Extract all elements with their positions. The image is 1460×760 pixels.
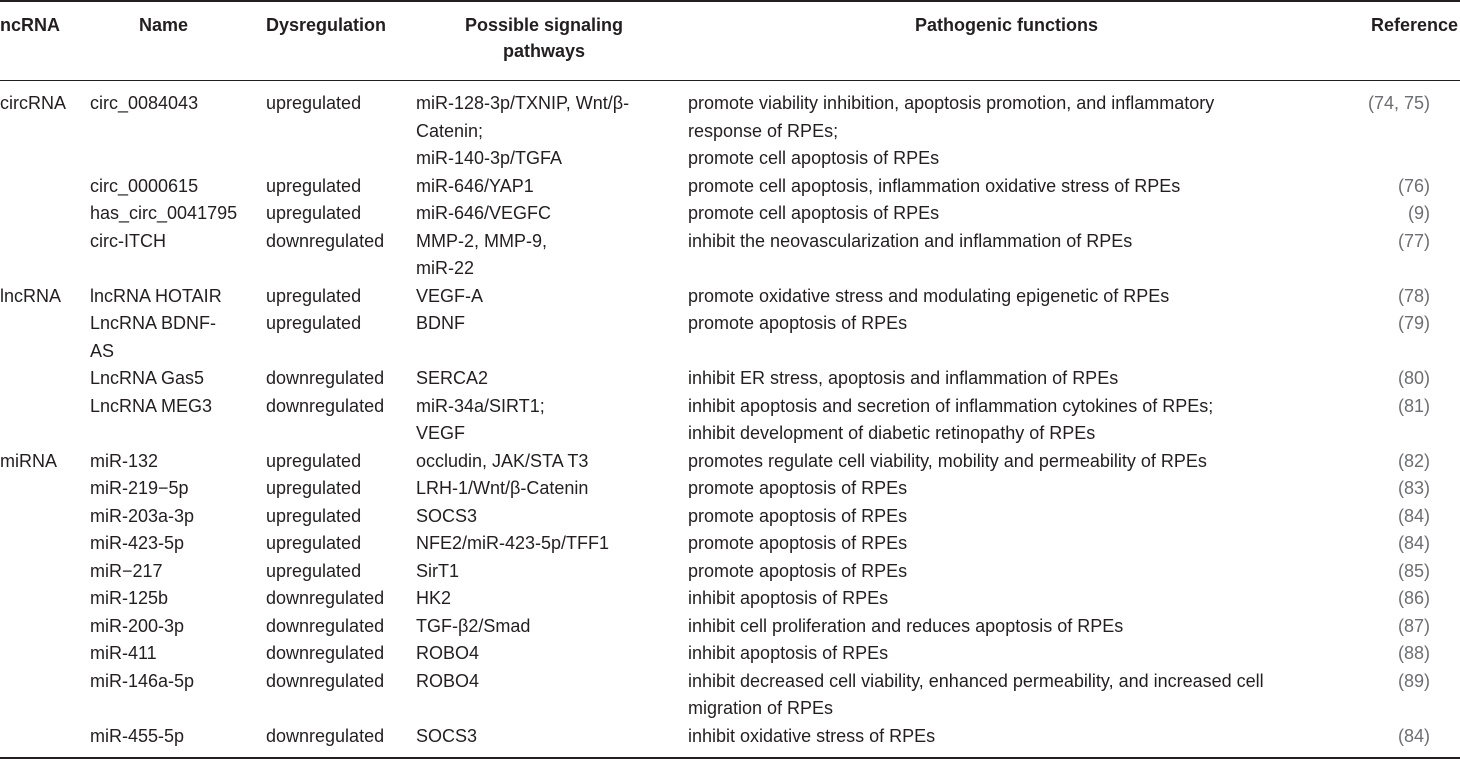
table-top-rule (0, 0, 1460, 2)
cell-functions: promote cell apoptosis of RPEs (688, 203, 940, 223)
header-ncrna: ncRNA (0, 15, 61, 35)
cell-name: miR-423-5p (90, 533, 185, 553)
cell-name: miR-146a-5p (90, 670, 195, 691)
cell-functions: inhibit cell proliferation and reduces apoptosis of RPEs (688, 615, 1124, 636)
cell-dysregulation: upregulated (266, 505, 362, 526)
cell-dysregulation: downregulated (266, 588, 385, 608)
cell-dysregulation: upregulated (266, 450, 362, 471)
cell-functions: inhibit the neovascularization and inflammation of RPEs (688, 230, 1133, 251)
cell-functions: inhibit ER stress, apoptosis and inflammation of RPEs (688, 368, 1119, 388)
cell-pathways: VEGF-A (416, 285, 484, 306)
cell-reference: (86) (1397, 588, 1430, 608)
cell-name: miR-203a-3p (90, 505, 195, 526)
cell-reference: (80) (1397, 368, 1430, 388)
cell-functions: promote apoptosis of RPEs (688, 478, 908, 498)
cell-reference: (79) (1397, 313, 1430, 333)
cell-name: lncRNA HOTAIR (90, 285, 222, 306)
cell-dysregulation: upregulated (266, 175, 362, 196)
cell-dysregulation: upregulated (266, 93, 362, 113)
cell-pathways: ROBO4 (416, 643, 480, 663)
cell-functions: promote apoptosis of RPEs (688, 560, 908, 581)
cell-ncrna-type: circRNA (0, 93, 66, 113)
cell-pathways: miR-128-3p/TXNIP, Wnt/β- Catenin; miR-140-3p/TGFA (416, 93, 630, 168)
cell-name: miR-219−5p (90, 478, 189, 498)
cell-pathways: miR-34a/SIRT1; VEGF (416, 395, 545, 443)
header-reference: Reference (1370, 15, 1458, 35)
header-pathways-line1: Possible signaling (464, 15, 624, 35)
cell-dysregulation: downregulated (266, 670, 385, 691)
cell-functions: promotes regulate cell viability, mobility and permeability of RPEs (688, 450, 1207, 471)
cell-reference: (84) (1397, 505, 1430, 526)
cell-functions: promote apoptosis of RPEs (688, 505, 908, 526)
cell-name: LncRNA MEG3 (90, 395, 213, 416)
cell-reference: (77) (1397, 230, 1430, 251)
cell-functions: promote apoptosis of RPEs (688, 533, 908, 553)
header-functions: Pathogenic functions (915, 15, 1099, 35)
cell-dysregulation: downregulated (266, 615, 385, 636)
cell-reference: (89) (1397, 670, 1430, 691)
cell-dysregulation: downregulated (266, 395, 385, 416)
cell-pathways: SOCS3 (416, 505, 478, 526)
cell-reference: (84) (1397, 725, 1430, 746)
cell-name: circ_0000615 (90, 175, 199, 196)
cell-functions: inhibit oxidative stress of RPEs (688, 725, 936, 746)
cell-functions: promote oxidative stress and modulating epigenetic of RPEs (688, 285, 1170, 306)
cell-dysregulation: upregulated (266, 203, 362, 223)
cell-dysregulation: downregulated (266, 725, 385, 746)
cell-dysregulation: upregulated (266, 478, 362, 498)
cell-pathways: SirT1 (416, 560, 460, 581)
cell-name: miR-125b (90, 588, 169, 608)
cell-dysregulation: upregulated (266, 285, 362, 306)
cell-pathways: MMP-2, MMP-9, miR-22 (416, 230, 548, 278)
cell-name: circ-ITCH (90, 230, 166, 251)
cell-reference: (87) (1397, 615, 1430, 636)
table-bottom-rule (0, 757, 1460, 759)
cell-name: miR-200-3p (90, 615, 185, 636)
cell-pathways: miR-646/VEGFC (416, 203, 552, 223)
cell-name: miR-132 (90, 450, 159, 471)
cell-reference: (85) (1397, 560, 1430, 581)
cell-pathways: miR-646/YAP1 (416, 175, 534, 196)
header-pathways (430, 12, 658, 64)
cell-reference: (88) (1397, 643, 1430, 663)
cell-name: LncRNA Gas5 (90, 368, 205, 388)
cell-functions: inhibit apoptosis of RPEs (688, 643, 889, 663)
cell-dysregulation: downregulated (266, 643, 385, 663)
cell-name: miR−217 (90, 560, 163, 581)
cell-dysregulation: downregulated (266, 368, 385, 388)
cell-pathways: NFE2/miR-423-5p/TFF1 (416, 533, 610, 553)
cell-functions: promote apoptosis of RPEs (688, 313, 908, 333)
cell-ncrna-type: lncRNA (0, 285, 62, 306)
cell-reference: (76) (1397, 175, 1430, 196)
cell-functions: promote viability inhibition, apoptosis promotion, and inflammatory response of RPEs; promote cell apoptosis of RPEs (688, 93, 1215, 168)
header-pathways-line2: pathways (502, 41, 586, 61)
cell-dysregulation: upregulated (266, 533, 362, 553)
header-rule (0, 80, 1460, 81)
cell-functions: inhibit apoptosis and secretion of inflammation cytokines of RPEs; inhibit development of diabetic retinopathy of RPEs (688, 395, 1214, 443)
cell-reference: (83) (1397, 478, 1430, 498)
cell-name: LncRNA BDNF- AS (90, 313, 217, 361)
cell-dysregulation: downregulated (266, 230, 385, 251)
cell-reference: (81) (1397, 395, 1430, 416)
cell-reference: (82) (1397, 450, 1430, 471)
cell-pathways: BDNF (416, 313, 465, 333)
cell-ncrna-type: miRNA (0, 450, 57, 471)
cell-pathways: occludin, JAK/STA T3 (416, 450, 589, 471)
header-dysregulation: Dysregulation (266, 15, 387, 35)
cell-name: miR-455-5p (90, 725, 185, 746)
cell-pathways: HK2 (416, 588, 452, 608)
header-name: Name (139, 15, 189, 35)
cell-dysregulation: upregulated (266, 560, 362, 581)
cell-name: circ_0084043 (90, 93, 199, 113)
cell-reference: (84) (1397, 533, 1430, 553)
cell-functions: promote cell apoptosis, inflammation oxidative stress of RPEs (688, 175, 1181, 196)
cell-dysregulation: upregulated (266, 313, 362, 333)
cell-functions: inhibit apoptosis of RPEs (688, 588, 889, 608)
cell-reference: (74, 75) (1367, 93, 1430, 113)
cell-pathways: TGF-β2/Smad (416, 615, 531, 636)
cell-name: has_circ_0041795 (90, 203, 238, 223)
cell-pathways: ROBO4 (416, 670, 480, 691)
cell-functions: inhibit decreased cell viability, enhanced permeability, and increased cell migration of RPEs (688, 670, 1264, 718)
cell-reference: (9) (1408, 203, 1430, 223)
cell-pathways: LRH-1/Wnt/β-Catenin (416, 478, 589, 498)
cell-pathways: SOCS3 (416, 725, 478, 746)
cell-name: miR-411 (90, 643, 157, 663)
cell-reference: (78) (1397, 285, 1430, 306)
cell-pathways: SERCA2 (416, 368, 489, 388)
